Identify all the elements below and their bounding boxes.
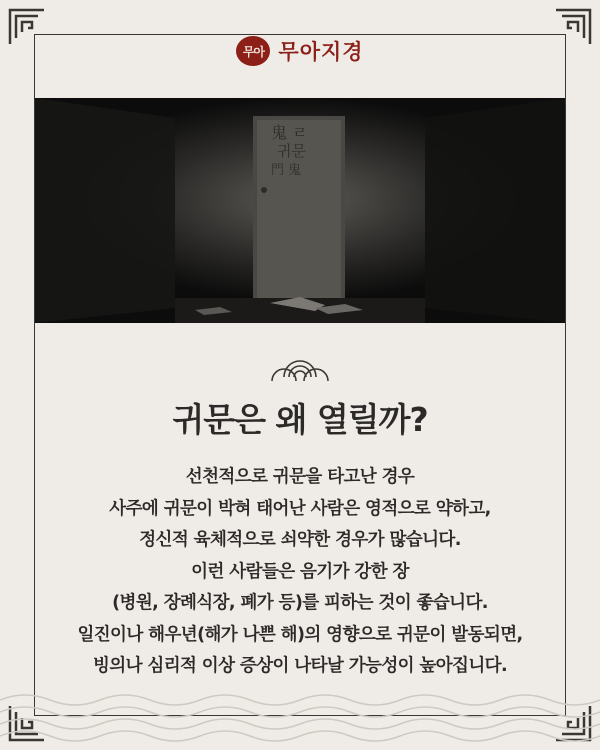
brand-name: 무아지경 [278, 39, 364, 64]
page-title: 귀문은 왜 열릴까? [172, 400, 428, 439]
body-paragraph [0, 462, 600, 683]
brand-header [0, 34, 600, 68]
wave-emblem-icon [270, 343, 330, 383]
body-line: 빙의나 심리적 이상 증상이 나타날 가능성이 높아집니다. [92, 656, 508, 676]
svg-text:門 鬼: 門 鬼 [271, 163, 302, 178]
haunted-door-image [35, 98, 565, 323]
body-line: 일진이나 해우년(해가 나쁜 해)의 영향으로 귀문이 발동되면, [77, 624, 523, 645]
body-line: 이런 사람들은 음기가 강한 장 [191, 561, 409, 582]
body-line: 사주에 귀문이 박혀 태어난 사람은 영적으로 약하고, [109, 498, 491, 519]
svg-text:鬼 ㄹ: 鬼 ㄹ [271, 123, 308, 142]
svg-text:귀문: 귀문 [277, 142, 306, 160]
brand-logo-icon: 무아 [236, 36, 270, 66]
body-line: (병원, 장례식장, 폐가 등)를 피하는 것이 좋습니다. [112, 593, 488, 613]
body-line: 정신적 육체적으로 쇠약한 경우가 많습니다. [139, 530, 461, 550]
body-line: 선천적으로 귀문을 타고난 경우 [185, 467, 415, 487]
bottom-wave-pattern [0, 682, 600, 750]
